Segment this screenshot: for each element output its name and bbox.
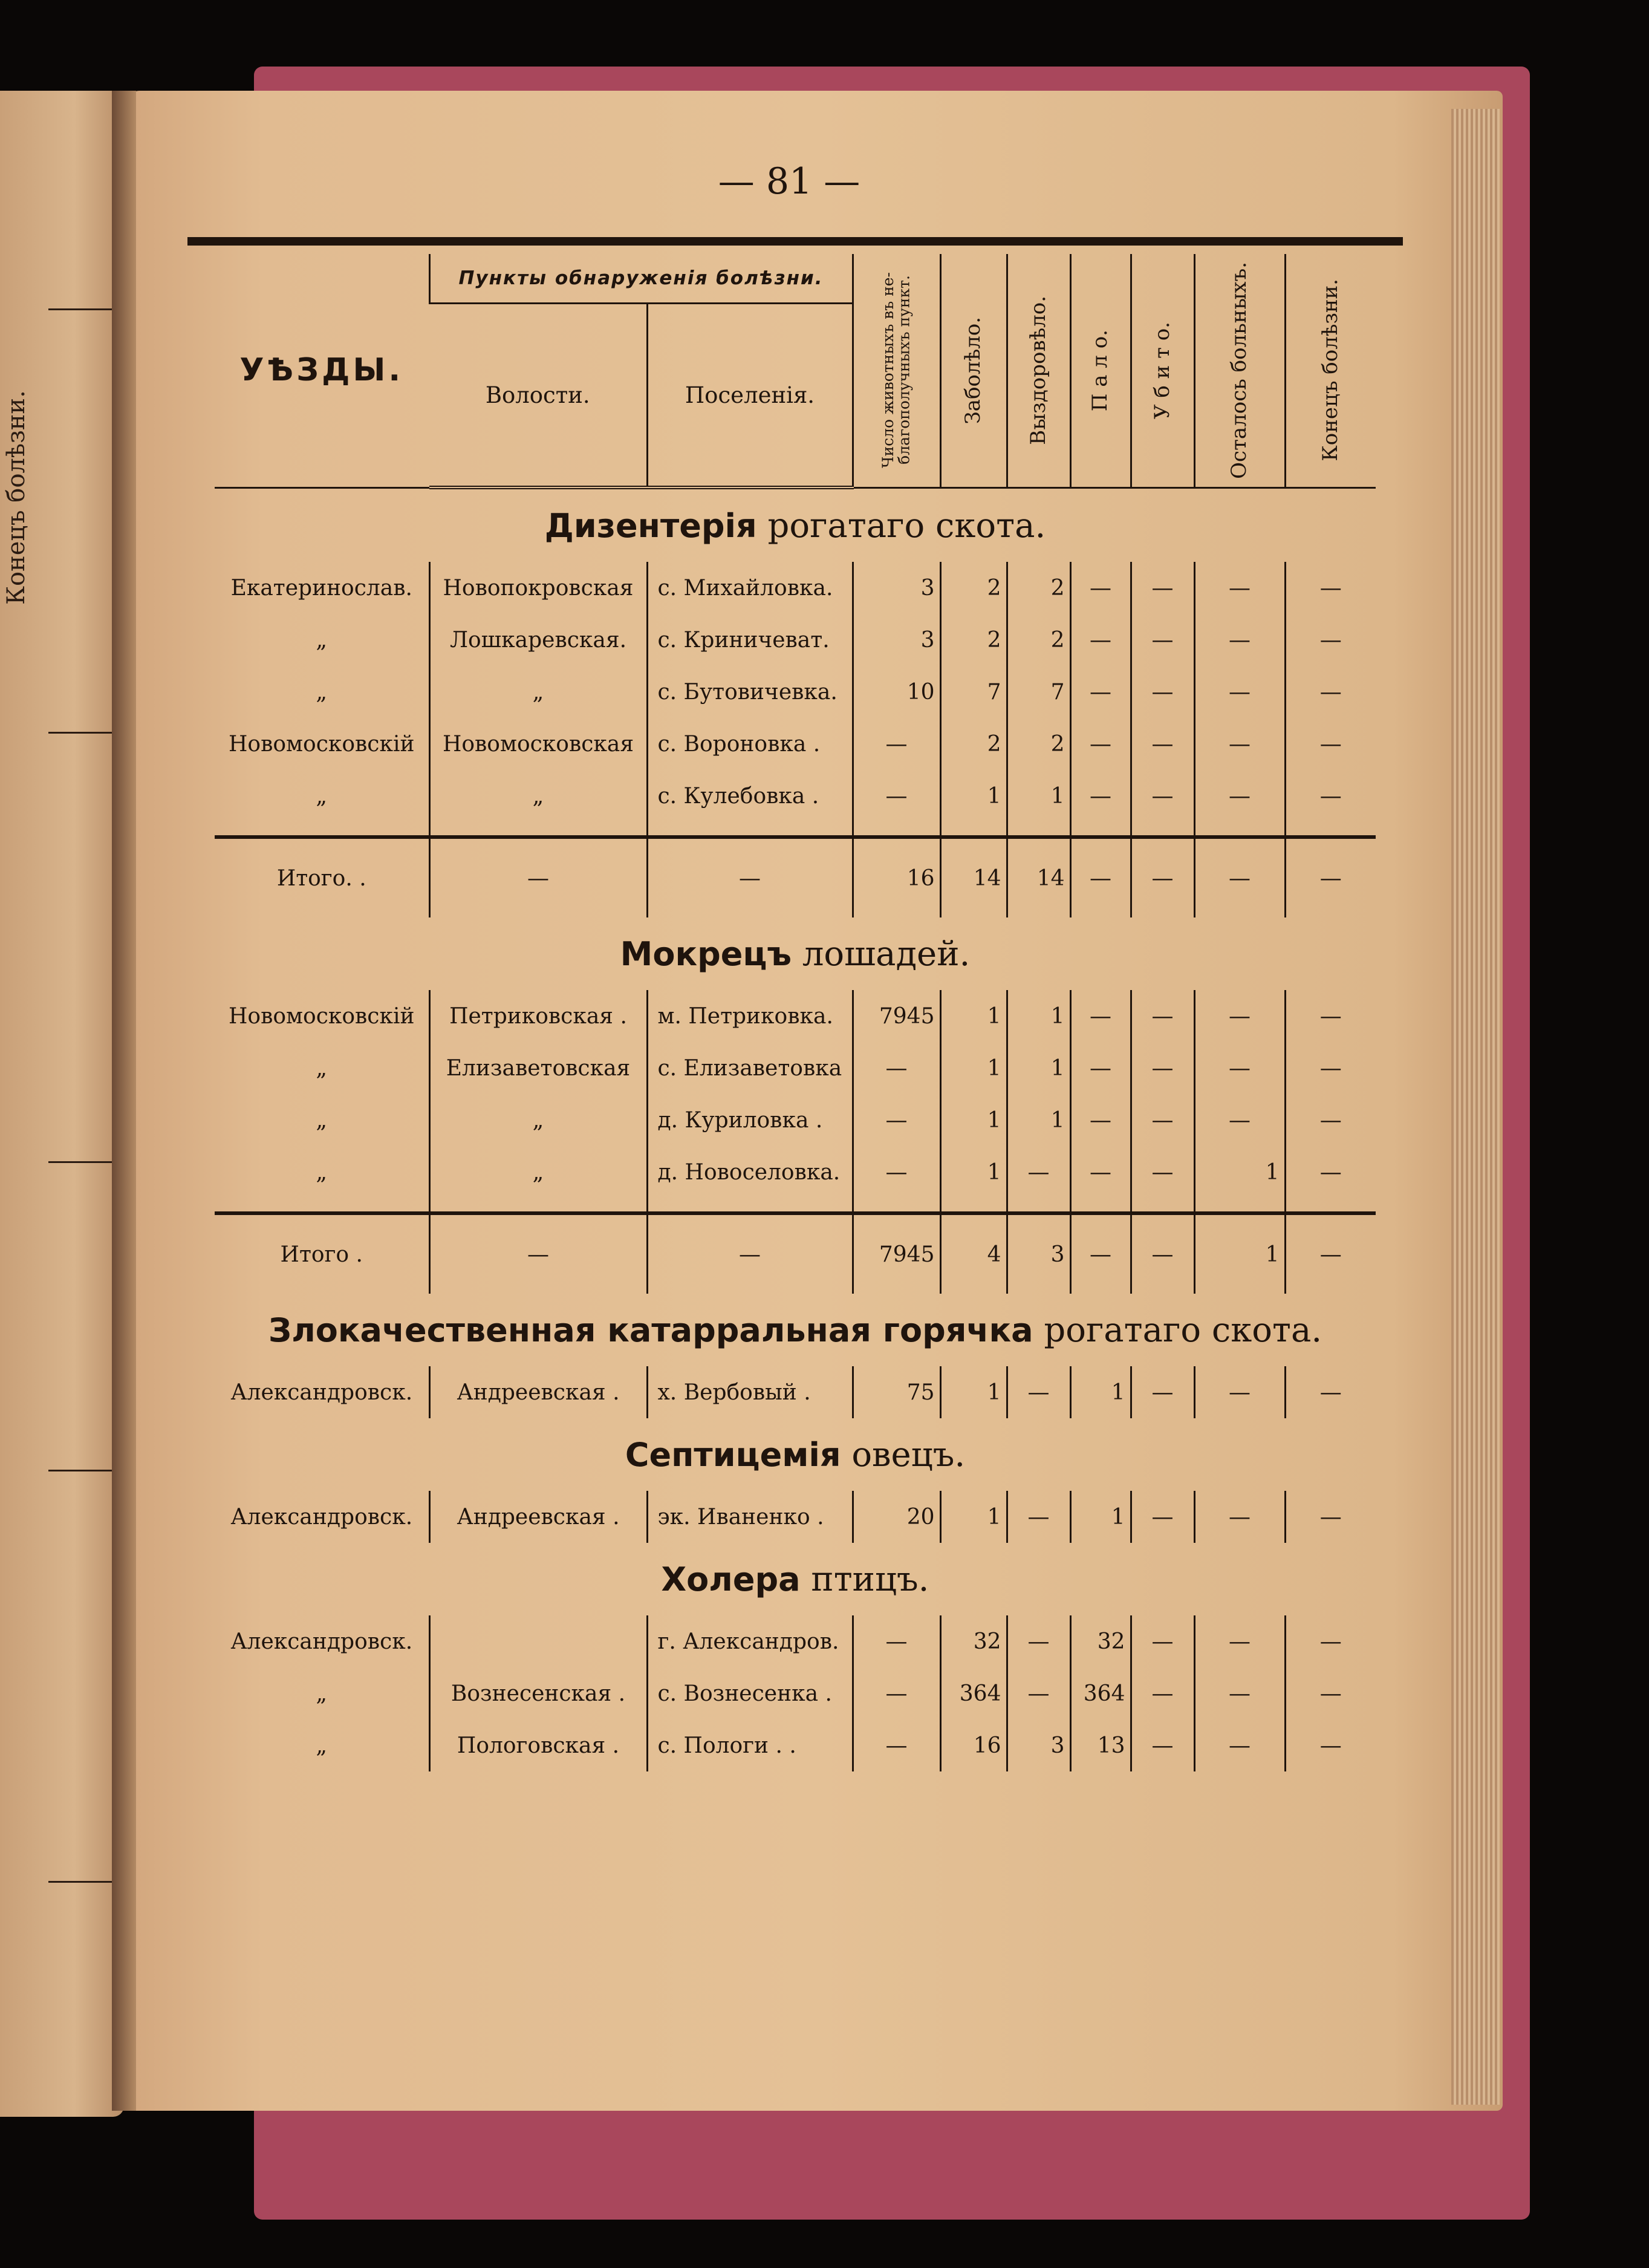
cell-zabolelo: 2 [940, 562, 1007, 614]
header-uezdy [215, 254, 429, 487]
section-title-rest: рогатаго скота. [756, 506, 1046, 546]
total-row [215, 837, 1376, 917]
table-row [215, 1146, 1376, 1198]
cell-palo: — [1070, 1094, 1131, 1146]
section-title [215, 487, 1376, 562]
total-konec: — [1285, 1213, 1376, 1294]
cell-zabolelo: 1 [940, 1146, 1007, 1198]
cell-volost: „ [429, 770, 647, 822]
cell-volost [429, 1615, 647, 1667]
cell-volost: Новомосковская [429, 718, 647, 770]
cell-ostalos: — [1194, 1042, 1285, 1094]
total-uezd: Итого. . [215, 837, 429, 917]
table-row [215, 1042, 1376, 1094]
cell-ostalos: — [1194, 1491, 1285, 1543]
cell-palo: — [1070, 718, 1131, 770]
cell-chislo: 7945 [853, 990, 940, 1042]
disease-statistics-table [215, 254, 1376, 1771]
table-header [215, 254, 1376, 487]
cell-konec: — [1285, 1719, 1376, 1771]
cell-vyzdorovelo: 7 [1007, 666, 1070, 718]
cell-poselenie: г. Александров. [647, 1615, 853, 1667]
cell-ostalos: — [1194, 718, 1285, 770]
cell-ubito: — [1131, 718, 1194, 770]
cell-vyzdorovelo: 1 [1007, 1094, 1070, 1146]
cell-palo: — [1070, 562, 1131, 614]
table-row [215, 1366, 1376, 1418]
cell-ubito: — [1131, 1042, 1194, 1094]
cell-palo: 13 [1070, 1719, 1131, 1771]
cell-poselenie: эк. Иваненко . [647, 1491, 853, 1543]
cell-vyzdorovelo: — [1007, 1146, 1070, 1198]
cell-ubito: — [1131, 1366, 1194, 1418]
table-row [215, 666, 1376, 718]
total-poselenie: — [647, 837, 853, 917]
spacer-cell [647, 1198, 853, 1213]
cell-konec: — [1285, 614, 1376, 666]
spacer-cell [1007, 1198, 1070, 1213]
total-volost: — [429, 1213, 647, 1294]
cell-volost: Петриковская . [429, 990, 647, 1042]
cell-ostalos: — [1194, 562, 1285, 614]
left-page-edge-text: Конецъ болѣзни. [2, 390, 30, 605]
header-volosti-label: Волости. [485, 382, 590, 408]
spacer-cell [1194, 822, 1285, 837]
total-row [215, 1213, 1376, 1294]
cell-ostalos: — [1194, 770, 1285, 822]
header-uezdy-label: УѢЗДЫ. [239, 352, 404, 389]
total-zabolelo: 14 [940, 837, 1007, 917]
cell-poselenie: д. Куриловка . [647, 1094, 853, 1146]
cell-poselenie: с. Криничеват. [647, 614, 853, 666]
cell-ostalos: — [1194, 1719, 1285, 1771]
header-ubito [1131, 254, 1194, 487]
spacer-cell [1285, 1198, 1376, 1213]
cell-uezd: Александровск. [230, 1629, 413, 1654]
cell-chislo: 10 [853, 666, 940, 718]
cell-zabolelo: 32 [940, 1615, 1007, 1667]
header-chislo-line2: благополучныхъ пункт. [895, 275, 913, 465]
section-title [215, 917, 1376, 990]
header-ostalos [1194, 254, 1285, 487]
cell-vyzdorovelo: — [1007, 1366, 1070, 1418]
section-title [215, 1543, 1376, 1615]
cell-ostalos: 1 [1194, 1146, 1285, 1198]
cell-palo: — [1070, 614, 1131, 666]
cell-chislo: — [853, 1615, 940, 1667]
cell-volost: Лошкаревская. [429, 614, 647, 666]
left-page-rule [48, 1470, 121, 1471]
cell-konec: — [1285, 666, 1376, 718]
cell-chislo: 75 [853, 1366, 940, 1418]
cell-zabolelo: 1 [940, 770, 1007, 822]
cell-uezd: „ [316, 1107, 328, 1133]
cell-chislo: — [853, 1719, 940, 1771]
spacer-cell [1285, 822, 1376, 837]
header-punkty [429, 254, 853, 304]
total-ubito: — [1131, 1213, 1194, 1294]
table-row [215, 614, 1376, 666]
section-title-bold: Септицемія [625, 1435, 841, 1474]
total-chislo: 16 [853, 837, 940, 917]
spacer-cell [940, 1198, 1007, 1213]
section-title [215, 1418, 1376, 1491]
cell-ubito: — [1131, 1146, 1194, 1198]
left-page [0, 91, 124, 2117]
cell-ubito: — [1131, 614, 1194, 666]
header-chislo-line1: Число животныхъ въ не- [879, 272, 897, 469]
cell-konec: — [1285, 990, 1376, 1042]
top-rule [187, 237, 1403, 246]
spacer-cell [853, 1198, 940, 1213]
cell-chislo: 3 [853, 614, 940, 666]
section-title-rest: птицъ. [800, 1559, 929, 1599]
total-chislo: 7945 [853, 1213, 940, 1294]
cell-konec: — [1285, 1042, 1376, 1094]
cell-vyzdorovelo: 2 [1007, 562, 1070, 614]
cell-uezd: Новомосковскій [229, 731, 415, 757]
statistics-table-container [215, 254, 1376, 1771]
cell-poselenie: д. Новоселовка. [647, 1146, 853, 1198]
cell-ubito: — [1131, 1491, 1194, 1543]
spacer-cell [215, 822, 429, 837]
table-row [215, 1491, 1376, 1543]
cell-poselenie: с. Михайловка. [647, 562, 853, 614]
spacer-cell [647, 822, 853, 837]
cell-ubito: — [1131, 770, 1194, 822]
total-palo: — [1070, 1213, 1131, 1294]
header-palo [1070, 254, 1131, 487]
spacer-cell [1131, 1198, 1194, 1213]
cell-uezd: „ [316, 1055, 328, 1081]
cell-volost: Андреевская . [429, 1366, 647, 1418]
table-row [215, 990, 1376, 1042]
cell-poselenie: м. Петриковка. [647, 990, 853, 1042]
section-title-row [215, 1543, 1376, 1615]
cell-poselenie: с. Кулебовка . [647, 770, 853, 822]
spacer-cell [1070, 822, 1131, 837]
header-punkty-label: Пункты обнаруженія болѣзни. [458, 267, 824, 289]
cell-poselenie: с. Пологи . . [647, 1719, 853, 1771]
total-vyzdorovelo: 3 [1007, 1213, 1070, 1294]
book-gutter [112, 91, 136, 2111]
cell-ostalos: — [1194, 1366, 1285, 1418]
cell-uezd: „ [316, 1733, 328, 1758]
table-row [215, 1719, 1376, 1771]
cell-vyzdorovelo: — [1007, 1615, 1070, 1667]
cell-uezd: Александровск. [230, 1380, 413, 1405]
cell-volost: „ [429, 1094, 647, 1146]
section-title-bold: Мокрецъ [620, 934, 792, 973]
cell-palo: 32 [1070, 1615, 1131, 1667]
cell-chislo: — [853, 1042, 940, 1094]
cell-poselenie: с. Бутовичевка. [647, 666, 853, 718]
header-konec [1285, 254, 1376, 487]
left-page-rule [48, 732, 121, 734]
cell-vyzdorovelo: 2 [1007, 718, 1070, 770]
cell-poselenie: с. Вороновка . [647, 718, 853, 770]
total-palo: — [1070, 837, 1131, 917]
total-poselenie: — [647, 1213, 853, 1294]
spacer-cell [1131, 822, 1194, 837]
cell-poselenie: с. Елизаветовка [647, 1042, 853, 1094]
header-poseleniya [647, 304, 853, 488]
header-chislo [853, 254, 940, 487]
cell-zabolelo: 1 [940, 1094, 1007, 1146]
cell-zabolelo: 16 [940, 1719, 1007, 1771]
cell-vyzdorovelo: 3 [1007, 1719, 1070, 1771]
cell-palo: — [1070, 1146, 1131, 1198]
cell-zabolelo: 1 [940, 1366, 1007, 1418]
cell-volost: Новопокровская [429, 562, 647, 614]
cell-palo: 1 [1070, 1491, 1131, 1543]
cell-konec: — [1285, 770, 1376, 822]
cell-poselenie: х. Вербовый . [647, 1366, 853, 1418]
section-title-row [215, 917, 1376, 990]
cell-zabolelo: 2 [940, 614, 1007, 666]
header-poseleniya-label: Поселенія. [685, 382, 815, 408]
spacer-row [215, 822, 1376, 837]
section-title-rest: овецъ. [841, 1435, 966, 1475]
header-ubito-label: У б и т о. [1150, 321, 1174, 419]
table-row [215, 770, 1376, 822]
cell-palo: — [1070, 990, 1131, 1042]
cell-palo: — [1070, 770, 1131, 822]
total-volost: — [429, 837, 647, 917]
cell-chislo: 20 [853, 1491, 940, 1543]
cell-vyzdorovelo: 1 [1007, 1042, 1070, 1094]
cell-volost: Вознесенская . [429, 1667, 647, 1719]
left-page-rule [48, 1161, 121, 1163]
cell-vyzdorovelo: 1 [1007, 990, 1070, 1042]
cell-volost: Андреевская . [429, 1491, 647, 1543]
header-chislo-label [880, 272, 912, 468]
spacer-cell [1070, 1198, 1131, 1213]
cell-konec: — [1285, 1491, 1376, 1543]
header-volosti [429, 304, 647, 488]
cell-konec: — [1285, 1146, 1376, 1198]
cell-uezd: „ [316, 1681, 328, 1706]
spacer-cell [853, 822, 940, 837]
cell-uezd: „ [316, 679, 328, 705]
cell-ubito: — [1131, 1094, 1194, 1146]
total-ostalos: — [1194, 837, 1285, 917]
cell-ubito: — [1131, 1667, 1194, 1719]
spacer-cell [940, 822, 1007, 837]
section-title-row [215, 1294, 1376, 1366]
header-zabolelo [940, 254, 1007, 487]
cell-ostalos: — [1194, 666, 1285, 718]
cell-ostalos: — [1194, 1615, 1285, 1667]
cell-zabolelo: 364 [940, 1667, 1007, 1719]
cell-konec: — [1285, 1094, 1376, 1146]
section-title-rest: лошадей. [792, 934, 971, 974]
cell-palo: 1 [1070, 1366, 1131, 1418]
table-body [215, 487, 1376, 1771]
spacer-row [215, 1198, 1376, 1213]
cell-zabolelo: 1 [940, 990, 1007, 1042]
cell-chislo: — [853, 1667, 940, 1719]
cell-zabolelo: 1 [940, 1491, 1007, 1543]
cell-vyzdorovelo: 2 [1007, 614, 1070, 666]
header-vyzdorovelo-label: Выздоровѣло. [1026, 295, 1050, 445]
cell-uezd: „ [316, 783, 328, 809]
cell-zabolelo: 1 [940, 1042, 1007, 1094]
cell-poselenie: с. Вознесенка . [647, 1667, 853, 1719]
cell-vyzdorovelo: 1 [1007, 770, 1070, 822]
total-vyzdorovelo: 14 [1007, 837, 1070, 917]
cell-ubito: — [1131, 666, 1194, 718]
cell-ostalos: — [1194, 614, 1285, 666]
header-ostalos-label: Осталось больныхъ. [1227, 261, 1252, 479]
cell-zabolelo: 7 [940, 666, 1007, 718]
cell-volost: „ [429, 1146, 647, 1198]
table-row [215, 562, 1376, 614]
cell-konec: — [1285, 1667, 1376, 1719]
cell-konec: — [1285, 718, 1376, 770]
cell-uezd: „ [316, 1159, 328, 1185]
left-page-rule [48, 1881, 121, 1883]
cell-chislo: — [853, 770, 940, 822]
table-row [215, 718, 1376, 770]
section-title-row [215, 1418, 1376, 1491]
cell-uezd: „ [316, 627, 328, 653]
cell-volost: Елизаветовская [429, 1042, 647, 1094]
spacer-cell [429, 822, 647, 837]
cell-konec: — [1285, 562, 1376, 614]
cell-ubito: — [1131, 562, 1194, 614]
cell-uezd: Екатеринослав. [230, 575, 412, 601]
cell-konec: — [1285, 1366, 1376, 1418]
cell-chislo: 3 [853, 562, 940, 614]
section-title-bold: Злокачественная катарральная горячка [268, 1311, 1033, 1349]
section-title-bold: Дизентерія [544, 506, 757, 545]
total-ubito: — [1131, 837, 1194, 917]
cell-volost: „ [429, 666, 647, 718]
spacer-cell [1007, 822, 1070, 837]
cell-ostalos: — [1194, 1094, 1285, 1146]
cell-ubito: — [1131, 1719, 1194, 1771]
total-zabolelo: 4 [940, 1213, 1007, 1294]
header-palo-label: П а л о. [1088, 329, 1113, 411]
cell-ubito: — [1131, 990, 1194, 1042]
cell-chislo: — [853, 1146, 940, 1198]
cell-chislo: — [853, 718, 940, 770]
total-ostalos: 1 [1194, 1213, 1285, 1294]
table-row [215, 1667, 1376, 1719]
table-row [215, 1094, 1376, 1146]
header-vyzdorovelo [1007, 254, 1070, 487]
cell-ubito: — [1131, 1615, 1194, 1667]
page-edges [1451, 109, 1500, 2105]
cell-uezd: Новомосковскій [229, 1003, 415, 1029]
cell-zabolelo: 2 [940, 718, 1007, 770]
page-number: — 81 — [718, 160, 860, 203]
cell-ostalos: — [1194, 990, 1285, 1042]
cell-vyzdorovelo: — [1007, 1667, 1070, 1719]
cell-vyzdorovelo: — [1007, 1491, 1070, 1543]
spacer-cell [215, 1198, 429, 1213]
section-title-row [215, 487, 1376, 562]
left-page-rule [48, 308, 121, 310]
total-uezd: Итого . [215, 1213, 429, 1294]
cell-palo: — [1070, 1042, 1131, 1094]
section-title [215, 1294, 1376, 1366]
cell-ostalos: — [1194, 1667, 1285, 1719]
total-konec: — [1285, 837, 1376, 917]
cell-uezd: Александровск. [230, 1504, 413, 1530]
section-title-bold: Холера [661, 1560, 801, 1598]
cell-palo: — [1070, 666, 1131, 718]
header-konec-label: Конецъ болѣзни. [1318, 279, 1342, 462]
table-row [215, 1615, 1376, 1667]
spacer-cell [429, 1198, 647, 1213]
header-zabolelo-label: Заболѣло. [961, 316, 986, 424]
section-title-rest: рогатаго скота. [1033, 1310, 1322, 1350]
cell-palo: 364 [1070, 1667, 1131, 1719]
spacer-cell [1194, 1198, 1285, 1213]
cell-volost: Пологовская . [429, 1719, 647, 1771]
cell-konec: — [1285, 1615, 1376, 1667]
cell-chislo: — [853, 1094, 940, 1146]
